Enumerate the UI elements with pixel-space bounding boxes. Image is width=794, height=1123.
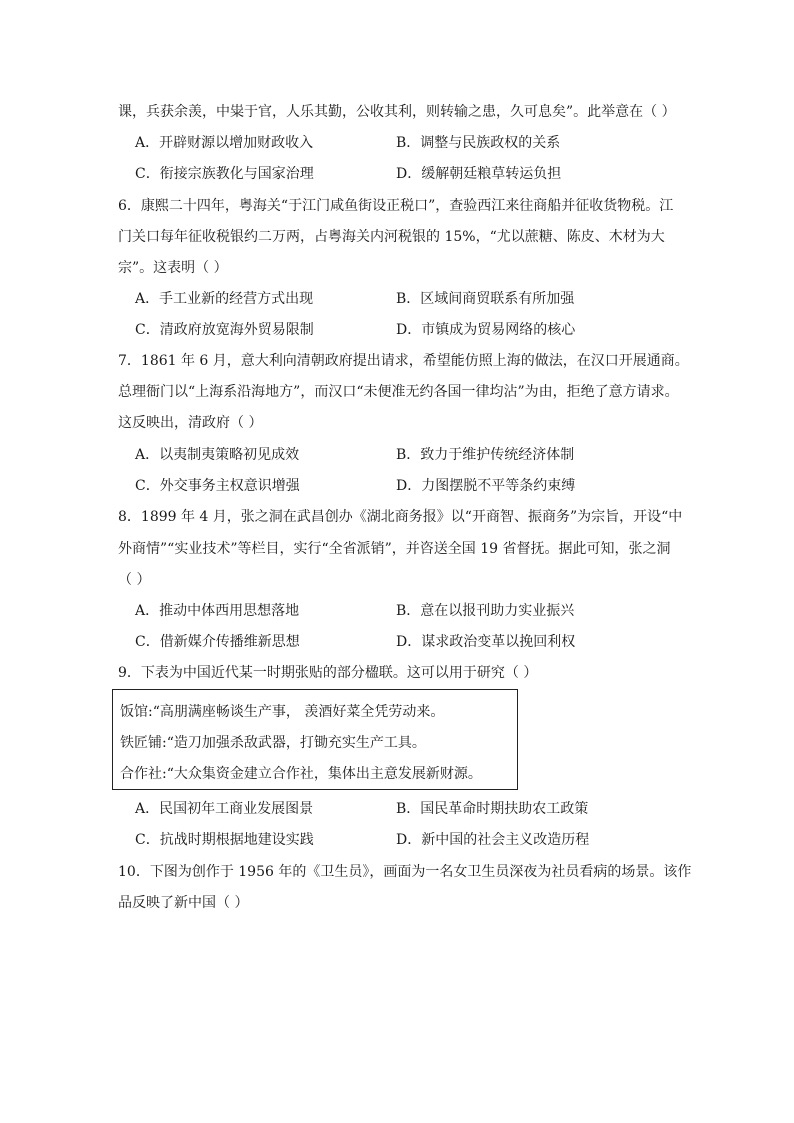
q6-option-d: D．市镇成为贸易网络的核心 <box>396 322 576 338</box>
q6-stem-line-2: 门关口每年征收税银约二万两，占粤海关内河税银的 15%，“尤以蔗糖、陈皮、木材为大 <box>118 229 665 245</box>
q8-stem-line-3: （ ） <box>118 572 151 588</box>
q7-stem-line-2: 总理衙门以“上海系沿海地方”，而汉口“未便准无约各国一律均沾”为由，拒绝了意方请求。 <box>118 384 679 400</box>
q7-option-a: A．以夷制夷策略初见成效 <box>135 447 300 463</box>
q9-option-b: B．国民革命时期扶助农工政策 <box>396 801 589 817</box>
q8-stem-line-1: 8．1899 年 4 月，张之洞在武昌创办《湖北商务报》以“开商智、振商务”为宗旨，开设“中 <box>118 509 683 525</box>
q8-option-d: D．谋求政治变革以挽回利权 <box>396 634 576 650</box>
q5-option-c: C．衔接宗族教化与国家治理 <box>135 166 314 182</box>
couplet-restaurant: 饭馆:“高朋满座畅谈生产事， 羡酒好菜全凭劳动来。 <box>120 704 445 720</box>
q10-stem-line-2: 品反映了新中国（ ） <box>118 895 249 911</box>
q8-option-b: B．意在以报刊助力实业振兴 <box>396 603 575 619</box>
q7-option-d: D．力图摆脱不平等条约束缚 <box>396 478 576 494</box>
q7-option-b: B．致力于维护传统经济体制 <box>396 447 575 463</box>
couplet-table <box>112 689 518 790</box>
q7-option-c: C．外交事务主权意识增强 <box>135 478 300 494</box>
q8-option-a: A．推动中体西用思想落地 <box>135 603 300 619</box>
q9-option-d: D．新中国的社会主义改造历程 <box>396 832 590 848</box>
q5-option-b: B．调整与民族政权的关系 <box>396 135 561 151</box>
q5-option-a: A．开辟财源以增加财政收入 <box>135 135 314 151</box>
q5-stem-tail: 课，兵获余羡，中粜于官，人乐其勤，公收其利，则转输之患，久可息矣”。此举意在（ ） <box>118 104 676 120</box>
q7-stem-line-3: 这反映出，清政府（ ） <box>118 415 263 431</box>
q7-stem-line-1: 7．1861 年 6 月，意大利向清朝政府提出请求，希望能仿照上海的做法，在汉口开展通商。 <box>118 353 689 369</box>
q6-option-b: B．区域间商贸联系有所加强 <box>396 291 575 307</box>
q6-option-a: A．手工业新的经营方式出现 <box>135 291 314 307</box>
q8-option-c: C．借新媒介传播维新思想 <box>135 634 300 650</box>
q9-stem: 9．下表为中国近代某一时期张贴的部分楹联。这可以用于研究（ ） <box>118 665 538 681</box>
q9-option-a: A．民国初年工商业发展图景 <box>135 801 314 817</box>
q6-stem-line-1: 6．康熙二十四年，粤海关“于江门咸鱼街设正税口”，查验西江来往商船并征收货物税。江 <box>118 198 674 214</box>
q8-stem-line-2: 外商情”“实业技术”等栏目，实行“全省派销”，并咨送全国 19 省督抚。据此可知，张之洞 <box>118 541 671 557</box>
q5-option-d: D．缓解朝廷粮草转运负担 <box>396 166 562 182</box>
couplet-cooperative: 合作社:“大众集资金建立合作社，集体出主意发展新财源。 <box>120 766 482 782</box>
q10-stem-line-1: 10．下图为创作于 1956 年的《卫生员》，画面为一名女卫生员深夜为社员看病的场景。该作 <box>118 864 692 880</box>
q6-option-c: C．清政府放宽海外贸易限制 <box>135 322 314 338</box>
couplet-blacksmith: 铁匠铺:“造刀加强杀敌武器，打锄充实生产工具。 <box>120 735 426 751</box>
q9-option-c: C．抗战时期根据地建设实践 <box>135 832 314 848</box>
q6-stem-line-3: 宗”。这表明（ ） <box>118 260 228 276</box>
